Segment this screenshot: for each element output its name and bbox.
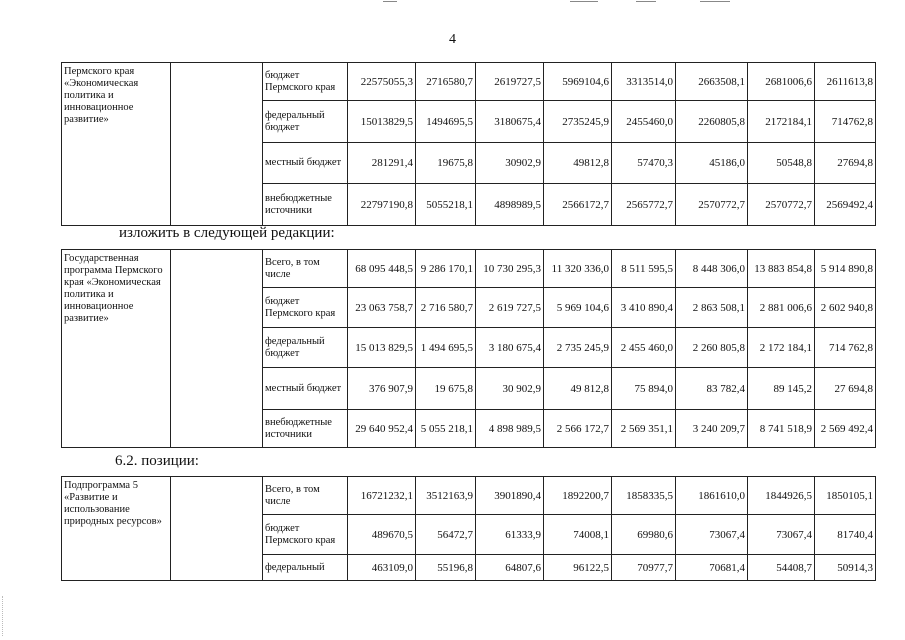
amount-cell: 2716580,7 xyxy=(416,63,476,101)
amount-cell: 3512163,9 xyxy=(416,477,476,515)
amount-cell: 714762,8 xyxy=(815,101,876,143)
amount-cell: 3313514,0 xyxy=(612,63,676,101)
amount-cell: 2 569 492,4 xyxy=(815,410,876,448)
amount-cell: 2 260 805,8 xyxy=(676,328,748,368)
amount-cell: 2569492,4 xyxy=(815,184,876,226)
amount-cell: 73067,4 xyxy=(748,515,815,555)
amount-cell: 50548,8 xyxy=(748,143,815,184)
amount-cell: 5 914 890,8 xyxy=(815,250,876,288)
amount-cell: 2565772,7 xyxy=(612,184,676,226)
amount-cell: 2 602 940,8 xyxy=(815,288,876,328)
amount-cell: 2 881 006,6 xyxy=(748,288,815,328)
amount-cell: 3901890,4 xyxy=(476,477,544,515)
amount-cell: 3 240 209,7 xyxy=(676,410,748,448)
amount-cell: 376 907,9 xyxy=(348,368,416,410)
funding-source-cell: местный бюджет xyxy=(263,368,348,410)
amount-cell: 30902,9 xyxy=(476,143,544,184)
funding-source-cell: Всего, в том числе xyxy=(263,250,348,288)
funding-source-cell: бюджет Пермского края xyxy=(263,63,348,101)
amount-cell: 5 969 104,6 xyxy=(544,288,612,328)
amount-cell: 1844926,5 xyxy=(748,477,815,515)
amount-cell: 5055218,1 xyxy=(416,184,476,226)
amount-cell: 50914,3 xyxy=(815,555,876,581)
amount-cell: 2570772,7 xyxy=(676,184,748,226)
amount-cell: 57470,3 xyxy=(612,143,676,184)
program-name-cell: Подпрограмма 5 «Развитие и использование природных ресурсов» xyxy=(62,477,171,581)
funding-source-cell: внебюджетные источники xyxy=(263,184,348,226)
funding-source-cell: федеральный бюджет xyxy=(263,101,348,143)
amount-cell: 2570772,7 xyxy=(748,184,815,226)
amount-cell: 30 902,9 xyxy=(476,368,544,410)
amount-cell: 29 640 952,4 xyxy=(348,410,416,448)
amount-cell: 64807,6 xyxy=(476,555,544,581)
amount-cell: 3180675,4 xyxy=(476,101,544,143)
table-row xyxy=(62,63,876,101)
amount-cell: 1858335,5 xyxy=(612,477,676,515)
amount-cell: 2663508,1 xyxy=(676,63,748,101)
top-edge-marks xyxy=(0,0,905,6)
amount-cell: 5969104,6 xyxy=(544,63,612,101)
amount-cell: 2 619 727,5 xyxy=(476,288,544,328)
amount-cell: 2566172,7 xyxy=(544,184,612,226)
amount-cell: 49812,8 xyxy=(544,143,612,184)
amount-cell: 10 730 295,3 xyxy=(476,250,544,288)
amount-cell: 2 172 184,1 xyxy=(748,328,815,368)
amount-cell: 2172184,1 xyxy=(748,101,815,143)
amount-cell: 73067,4 xyxy=(676,515,748,555)
amount-cell: 8 511 595,5 xyxy=(612,250,676,288)
amount-cell: 2 455 460,0 xyxy=(612,328,676,368)
amount-cell: 55196,8 xyxy=(416,555,476,581)
amount-cell: 27 694,8 xyxy=(815,368,876,410)
funding-source-cell: бюджет Пермского края xyxy=(263,515,348,555)
margin-mark xyxy=(2,596,6,636)
table-subprogram-5 xyxy=(61,476,876,581)
amount-cell: 2735245,9 xyxy=(544,101,612,143)
section-heading: 6.2. позиции: xyxy=(115,453,199,469)
program-name-cell: Государственная программа Пермского края «Экономическая политика и инновационное развитие» xyxy=(62,250,171,448)
amount-cell: 49 812,8 xyxy=(544,368,612,410)
amount-cell: 2681006,6 xyxy=(748,63,815,101)
amount-cell: 19 675,8 xyxy=(416,368,476,410)
funding-source-cell: Всего, в том числе xyxy=(263,477,348,515)
table-old-program-body xyxy=(62,63,876,226)
amount-cell: 45186,0 xyxy=(676,143,748,184)
amount-cell: 74008,1 xyxy=(544,515,612,555)
page-number: 4 xyxy=(449,32,456,47)
program-name-cell: Пермского края «Экономическая политика и инновационное развитие» xyxy=(62,63,171,226)
amount-cell: 68 095 448,5 xyxy=(348,250,416,288)
amount-cell: 70977,7 xyxy=(612,555,676,581)
amount-cell: 56472,7 xyxy=(416,515,476,555)
amount-cell: 4898989,5 xyxy=(476,184,544,226)
amount-cell: 13 883 854,8 xyxy=(748,250,815,288)
amount-cell: 22575055,3 xyxy=(348,63,416,101)
amount-cell: 9 286 170,1 xyxy=(416,250,476,288)
amount-cell: 3 410 890,4 xyxy=(612,288,676,328)
amount-cell: 70681,4 xyxy=(676,555,748,581)
amount-cell: 3 180 675,4 xyxy=(476,328,544,368)
amount-cell: 81740,4 xyxy=(815,515,876,555)
amount-cell: 2260805,8 xyxy=(676,101,748,143)
amount-cell: 61333,9 xyxy=(476,515,544,555)
amount-cell: 2 566 172,7 xyxy=(544,410,612,448)
funding-source-cell: местный бюджет xyxy=(263,143,348,184)
amount-cell: 69980,6 xyxy=(612,515,676,555)
table-new-program xyxy=(61,249,876,448)
amount-cell: 54408,7 xyxy=(748,555,815,581)
amount-cell: 1494695,5 xyxy=(416,101,476,143)
amount-cell: 714 762,8 xyxy=(815,328,876,368)
empty-cell xyxy=(171,63,263,226)
table-subprogram-5-body xyxy=(62,477,876,581)
amount-cell: 96122,5 xyxy=(544,555,612,581)
amount-cell: 23 063 758,7 xyxy=(348,288,416,328)
funding-source-cell: федеральный xyxy=(263,555,348,581)
amount-cell: 463109,0 xyxy=(348,555,416,581)
amount-cell: 2455460,0 xyxy=(612,101,676,143)
amount-cell: 89 145,2 xyxy=(748,368,815,410)
amount-cell: 2 569 351,1 xyxy=(612,410,676,448)
table-new-program-body xyxy=(62,250,876,448)
amount-cell: 4 898 989,5 xyxy=(476,410,544,448)
table-row xyxy=(62,250,876,288)
funding-source-cell: федеральный бюджет xyxy=(263,328,348,368)
table-old-program xyxy=(61,62,876,226)
amount-cell: 281291,4 xyxy=(348,143,416,184)
amount-cell: 1850105,1 xyxy=(815,477,876,515)
amount-cell: 2619727,5 xyxy=(476,63,544,101)
amount-cell: 15013829,5 xyxy=(348,101,416,143)
amount-cell: 1861610,0 xyxy=(676,477,748,515)
amount-cell: 19675,8 xyxy=(416,143,476,184)
instruction-text: изложить в следующей редакции: xyxy=(119,225,335,241)
funding-source-cell: бюджет Пермского края xyxy=(263,288,348,328)
empty-cell xyxy=(171,250,263,448)
amount-cell: 11 320 336,0 xyxy=(544,250,612,288)
amount-cell: 83 782,4 xyxy=(676,368,748,410)
amount-cell: 22797190,8 xyxy=(348,184,416,226)
amount-cell: 27694,8 xyxy=(815,143,876,184)
amount-cell: 8 448 306,0 xyxy=(676,250,748,288)
amount-cell: 1 494 695,5 xyxy=(416,328,476,368)
table-row xyxy=(62,477,876,515)
amount-cell: 2 863 508,1 xyxy=(676,288,748,328)
amount-cell: 8 741 518,9 xyxy=(748,410,815,448)
amount-cell: 15 013 829,5 xyxy=(348,328,416,368)
amount-cell: 2 716 580,7 xyxy=(416,288,476,328)
amount-cell: 5 055 218,1 xyxy=(416,410,476,448)
funding-source-cell: внебюджетные источники xyxy=(263,410,348,448)
amount-cell: 489670,5 xyxy=(348,515,416,555)
amount-cell: 2611613,8 xyxy=(815,63,876,101)
empty-cell xyxy=(171,477,263,581)
amount-cell: 16721232,1 xyxy=(348,477,416,515)
amount-cell: 2 735 245,9 xyxy=(544,328,612,368)
amount-cell: 75 894,0 xyxy=(612,368,676,410)
amount-cell: 1892200,7 xyxy=(544,477,612,515)
